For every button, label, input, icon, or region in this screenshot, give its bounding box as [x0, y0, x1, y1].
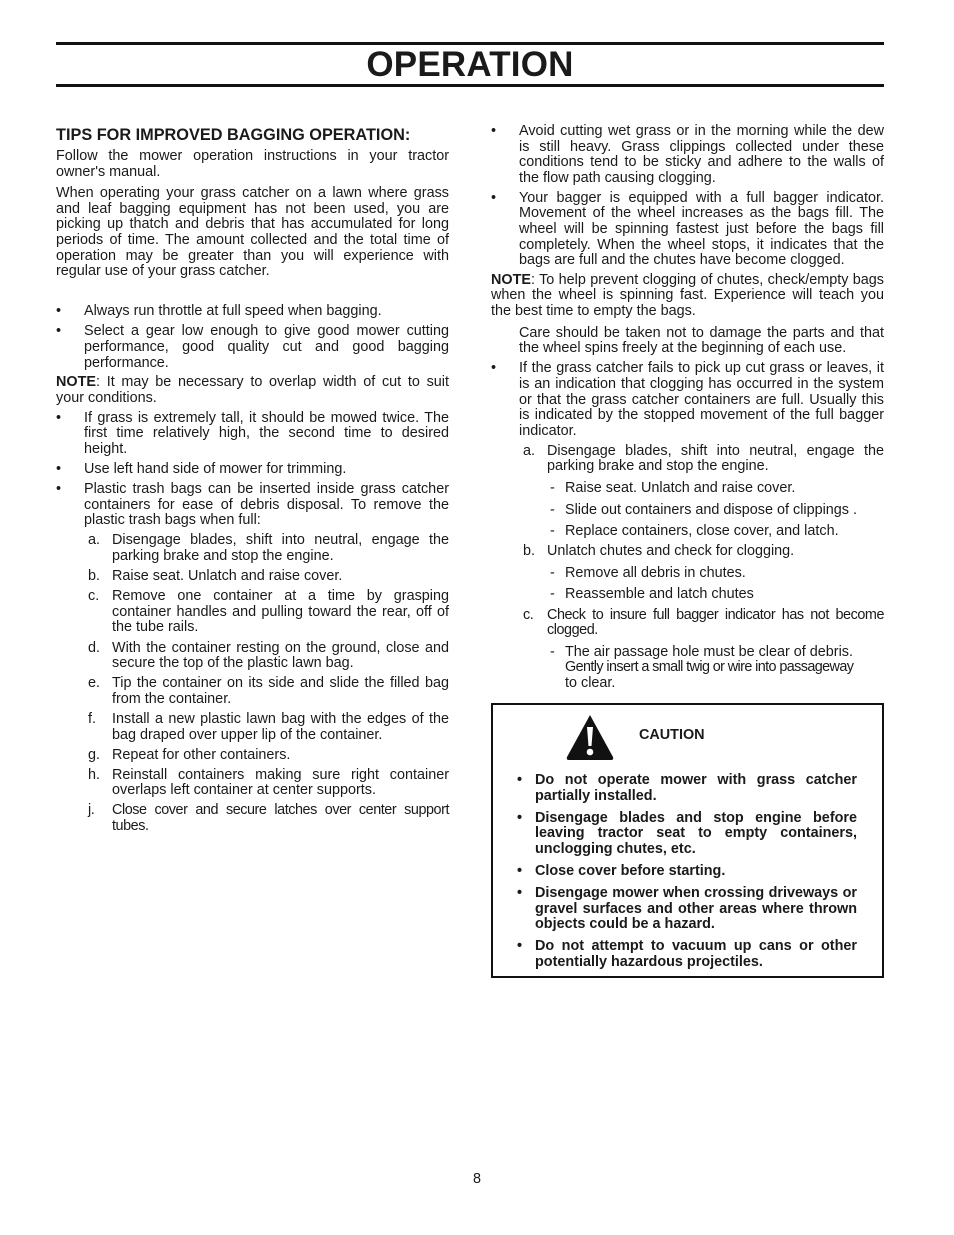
list-item: • If grass is extremely tall, it should be mowed twice. The first time relatively high, the second time to desired height.: [56, 409, 449, 457]
clogging-steps: [491, 608, 884, 639]
tips-list: [56, 304, 449, 371]
step-item: h. Reinstall containers making sure right container overlaps left container at center supports.: [88, 766, 449, 799]
sub-step-item: - Raise seat. Unlatch and raise cover.: [550, 479, 796, 496]
sub-step-item: - Replace containers, close cover, and latch.: [550, 523, 839, 540]
bullet-icon: •: [517, 862, 523, 879]
sub-step-list: [491, 566, 884, 603]
page-number: 8: [472, 1171, 481, 1187]
list-item: • Use left hand side of mower for trimming.: [56, 461, 347, 478]
sub-step-item: - Reassemble and latch chutes: [550, 586, 754, 603]
caution-box: [491, 703, 884, 978]
step-item: f. Install a new plastic lawn bag with the edges of the bag draped over upper lip of the container.: [88, 710, 449, 743]
caution-label: CAUTION: [639, 727, 705, 743]
note-overlap: NOTE: It may be necessary to overlap width of cut to suit your conditions.: [56, 374, 449, 406]
sub-step-item: - Remove all debris in chutes.: [550, 564, 746, 581]
clogging-steps: [491, 544, 884, 560]
warning-triangle-icon: [565, 713, 615, 763]
bullet-icon: •: [491, 123, 497, 139]
step-item: d. With the container resting on the ground, close and secure the top of the plastic lawn bag.: [88, 639, 449, 672]
step-item: a. Disengage blades, shift into neutral, engage the parking brake and stop the engine.: [88, 532, 449, 565]
clogging-steps: [491, 444, 884, 475]
step-item: b. Raise seat. Unlatch and raise cover.: [88, 568, 343, 585]
note-clogging: NOTE: To help prevent clogging of chutes, check/empty bags when the wheel is spinning fast. Experience will teach you the best time to empty the bags.: [491, 271, 884, 320]
trash-bag-steps: [56, 533, 449, 834]
note-label: NOTE: [491, 271, 531, 288]
list-item: • Avoid cutting wet grass or in the morning while the dew is still heavy. Grass clippings collected under these conditions tend to be sticky and adhere to the walls of the flow path causing clogging.: [491, 123, 884, 186]
step-item: b. Unlatch chutes and check for clogging.: [523, 543, 795, 560]
list-item: • Plastic trash bags can be inserted inside grass catcher containers for ease of debris disposal. To remove the plastic trash bags when full:: [56, 481, 449, 529]
title-rule-bottom: [56, 84, 884, 87]
page-title: OPERATION: [366, 45, 574, 84]
right-column: [491, 124, 884, 692]
list-item: • Close cover before starting.: [517, 862, 726, 879]
bullet-icon: •: [517, 809, 523, 826]
step-item: j. Close cover and secure latches over center support tubes.: [88, 802, 449, 834]
note-label: NOTE: [56, 374, 96, 391]
list-item: • Your bagger is equipped with a full bagger indicator. Movement of the wheel increases as the bags fill. The wheel will be spinning fastest just before the bags fill completely. When the wheel stops, it indicates that the bags are full and the chutes have become clogged.: [491, 189, 884, 269]
bullet-icon: •: [56, 409, 62, 426]
step-item: e. Tip the container on its side and slide the filled bag from the container.: [88, 675, 449, 707]
list-item: • Disengage blades and stop engine before leaving tractor seat to empty containers, unclogging chutes, etc.: [517, 809, 857, 857]
list-item: • Always run throttle at full speed when bagging.: [56, 303, 382, 320]
tips-list: [56, 411, 449, 529]
left-column: [56, 124, 449, 835]
bullet-icon: •: [517, 938, 523, 955]
bullet-icon: •: [517, 885, 523, 902]
bullet-icon: •: [491, 189, 497, 206]
section-heading: TIPS FOR IMPROVED BAGGING OPERATION:: [56, 126, 411, 144]
bullet-icon: •: [56, 303, 62, 320]
tips-list: [491, 124, 884, 269]
care-paragraph: Care should be taken not to damage the parts and that the wheel spins freely at the beginning of each use.: [519, 324, 884, 357]
bullet-icon: •: [56, 461, 62, 478]
list-item: • Select a gear low enough to give good mower cutting performance, good quality cut and good bagging performance.: [56, 323, 449, 371]
grass-catcher-paragraph: When operating your grass catcher on a lawn where grass and leaf bagging equipment has not been used, you are picking up thatch and debris that has accumulated for long periods of time. The amount collected and the total time of operation may be greater than you will experience with regular use of your grass catcher.: [56, 185, 449, 280]
bullet-icon: •: [56, 323, 62, 340]
bullet-icon: •: [56, 481, 62, 498]
tips-list: [491, 361, 884, 439]
bullet-icon: •: [517, 772, 523, 788]
step-item: c. Check to insure full bagger indicator has not become clogged.: [523, 606, 884, 639]
list-item: • Do not operate mower with grass catcher partially installed.: [517, 772, 857, 804]
sub-step-list: [491, 481, 884, 540]
intro-paragraph: Follow the mower operation instructions in your tractor owner's manual.: [56, 148, 449, 180]
step-item: g. Repeat for other containers.: [88, 746, 291, 763]
sub-step-item: - Slide out containers and dispose of clippings .: [550, 501, 857, 518]
sub-step-list: [491, 645, 884, 692]
bullet-icon: •: [491, 360, 497, 377]
list-item: • If the grass catcher fails to pick up cut grass or leaves, it is an indication that clogging has occurred in the system or that the grass catcher containers are full. Usually this is indicated by the stopped movement of the full bagger indicator.: [491, 360, 884, 439]
sub-step-item: - The air passage hole must be clear of debris. Gently insert a small twig or wire into passageway to clear.: [550, 643, 854, 691]
list-item: • Do not attempt to vacuum up cans or other potentially hazardous projectiles.: [517, 938, 857, 970]
step-item: c. Remove one container at a time by grasping container handles and pulling toward the rear, off of the tube rails.: [88, 588, 449, 636]
caution-list: [515, 773, 857, 977]
list-item: • Disengage mower when crossing driveways or gravel surfaces and other areas where thrown objects could be a hazard.: [517, 885, 857, 933]
step-item: a. Disengage blades, shift into neutral, engage the parking brake and stop the engine.: [523, 442, 884, 475]
